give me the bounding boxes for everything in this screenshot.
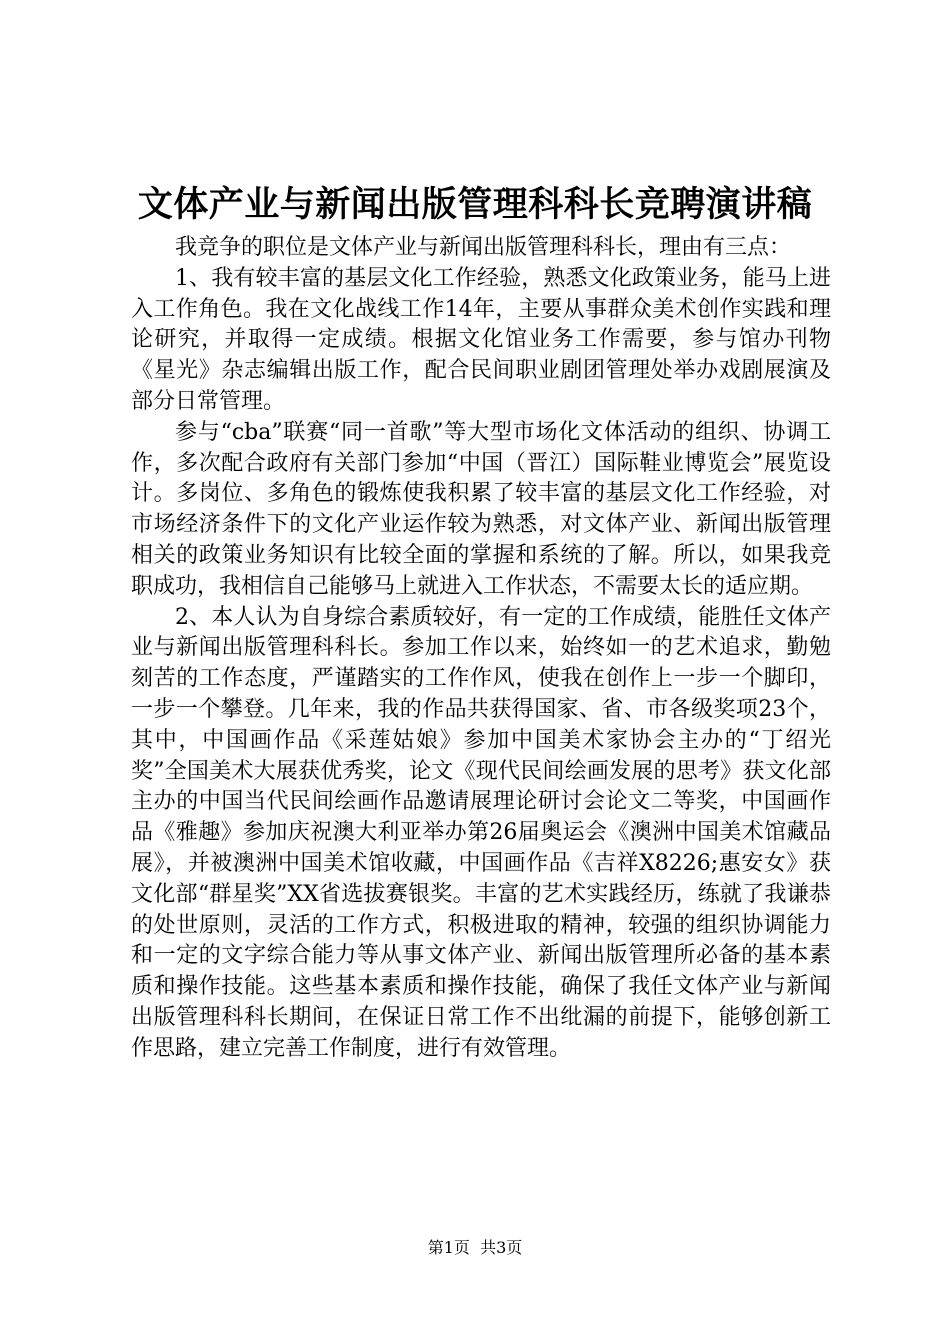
page-footer: [0, 1237, 950, 1259]
paragraph-point-1: 1、我有较丰富的基层文化工作经验，熟悉文化政策业务，能马上进入工作角色。我在文化战线工作14年，主要从事群众美术创作实践和理论研究，并取得一定成绩。根据文化馆业务工作需要，参与馆办刊物《星光》杂志编辑出版工作，配合民间职业剧团管理处举办戏剧展演及部分日常管理。: [131, 265, 831, 414]
document-title: 文体产业与新闻出版管理科科长竞聘演讲稿: [137, 184, 813, 225]
paragraph-point-1-continued: 参与“cba”联赛“同一首歌”等大型市场化文体活动的组织、协调工作，多次配合政府有关部门参加“中国（晋江）国际鞋业博览会”展览设计。多岗位、多角色的锻炼使我积累了较丰富的基层文化工作经验，对市场经济条件下的文化产业运作较为熟悉，对文体产业、新闻出版管理相关的政策业务知识有比较全面的掌握和系统的了解。所以，如果我竞职成功，我相信自己能够马上就进入工作状态，不需要太长的适应期。: [131, 419, 831, 599]
page-total: 共3页: [480, 1238, 523, 1257]
paragraph-intro: 我竞争的职位是文体产业与新闻出版管理科科长，理由有三点：: [175, 235, 792, 260]
paragraph-point-2: 2、本人认为自身综合素质较好，有一定的工作成绩，能胜任文体产业与新闻出版管理科科长。参加工作以来，始终如一的艺术追求，勤勉刻苦的工作态度，严谨踏实的工作作风，使我在创作上一步一个脚印，一步一个攀登。几年来，我的作品共获得国家、省、市各级奖项23个，其中，中国画作品《采莲姑娘》参加中国美术家协会主办的“丁绍光奖”全国美术大展获优秀奖，论文《现代民间绘画发展的思考》获文化部主办的中国当代民间绘画作品邀请展理论研讨会论文二等奖，中国画作品《雅趣》参加庆祝澳大利亚举办第26届奥运会《澳洲中国美术馆藏品展》，并被澳洲中国美术馆收藏，中国画作品《吉祥X8226;惠安女》获文化部“群星奖”XX省选拔赛银奖。丰富的艺术实践经历，练就了我谦恭的处世原则，灵活的工作方式，积极进取的精神，较强的组织协调能力和一定的文字综合能力等从事文体产业、新闻出版管理所必备的基本素质和操作技能。这些基本素质和操作技能，确保了我任文体产业与新闻出版管理科科长期间，在保证日常工作不出纰漏的前提下，能够创新工作思路，建立完善工作制度，进行有效管理。: [131, 604, 831, 1061]
document-body: [131, 233, 831, 1065]
page-number: 第1页: [427, 1238, 470, 1257]
